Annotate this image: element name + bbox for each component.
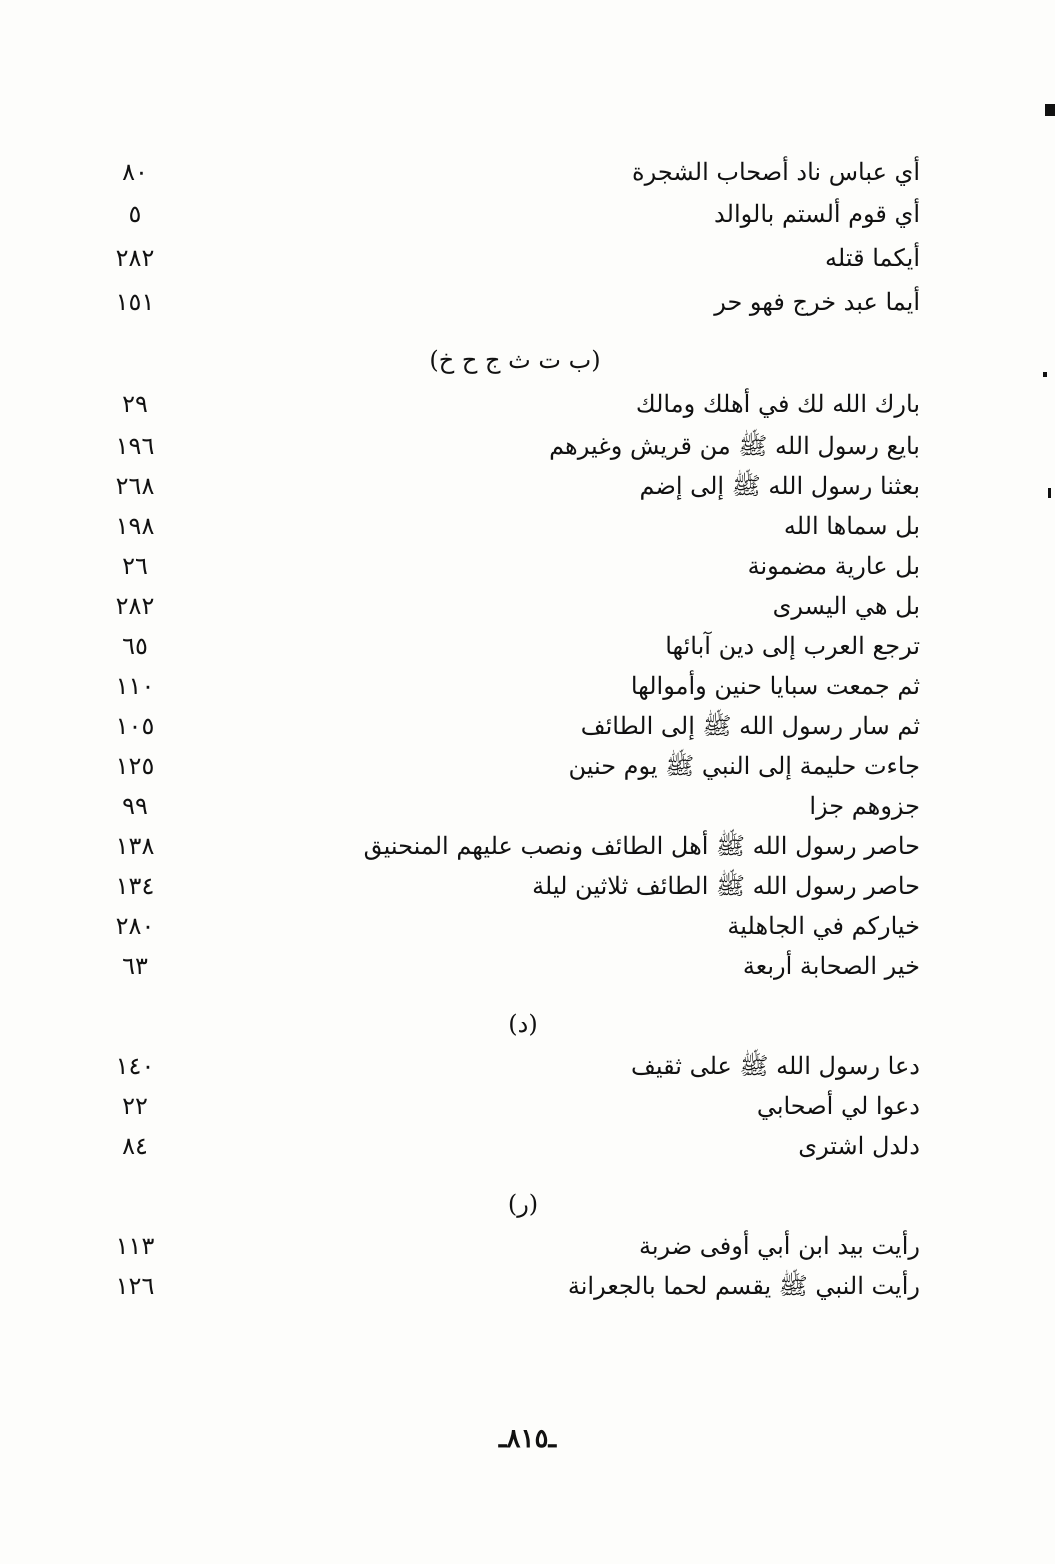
- entry-text: خياركم في الجاهلية: [727, 912, 920, 940]
- index-entry: [90, 546, 920, 586]
- index-entry: [90, 706, 920, 746]
- entry-text: بل هي اليسرى: [772, 592, 920, 620]
- entry-page: ٢٨٠: [115, 912, 155, 940]
- entry-page: ١٤٠: [115, 1052, 155, 1080]
- entry-page: ١٠٥: [115, 712, 155, 740]
- index-entry: [90, 466, 920, 506]
- entry-page: ٢٢: [122, 1092, 148, 1120]
- entry-text: أي عباس ناد أصحاب الشجرة: [632, 158, 920, 186]
- index-entry: [90, 826, 920, 866]
- index-entry: [90, 906, 920, 946]
- index-entry: [90, 746, 920, 786]
- entry-text: أيما عبد خرج فهو حر: [714, 288, 920, 316]
- entry-text: ثم جمعت سبايا حنين وأموالها: [630, 672, 920, 700]
- scan-edge-mark: [1048, 488, 1051, 498]
- index-entry: [90, 666, 920, 706]
- entry-page: ٢٦: [122, 552, 148, 580]
- entry-page: ٨٤: [122, 1132, 148, 1160]
- section-heading: (ر): [507, 1190, 539, 1218]
- entry-text: جاءت حليمة إلى النبي ﷺ يوم حنين: [568, 752, 920, 780]
- scan-edge-mark: [1043, 372, 1047, 377]
- page-number: ـ٨١٥ـ: [498, 1424, 557, 1454]
- index-entry: [90, 866, 920, 906]
- entry-page: ٦٣: [122, 952, 148, 980]
- entry-page: ٦٥: [122, 632, 148, 660]
- index-entry: [90, 1266, 920, 1306]
- entry-page: ١٢٥: [115, 752, 155, 780]
- entry-text: ترجع العرب إلى دين آبائها: [665, 632, 920, 660]
- entry-text: جزوهم جزا: [809, 792, 920, 820]
- index-entry: [90, 626, 920, 666]
- entry-page: ٢٨٢: [115, 244, 155, 272]
- entry-page: ١٩٨: [115, 512, 155, 540]
- section-heading: (د): [508, 1010, 538, 1038]
- entry-page: ٢٦٨: [115, 472, 155, 500]
- index-entry: [90, 1086, 920, 1126]
- index-entry: [90, 1226, 920, 1266]
- entry-text: أيكما قتله: [825, 244, 920, 272]
- entry-text: حاصر رسول الله ﷺ أهل الطائف ونصب عليهم المنحنيق: [363, 832, 920, 860]
- entry-text: رأيت النبي ﷺ يقسم لحما بالجعرانة: [567, 1272, 920, 1300]
- entry-text: بل سماها الله: [783, 512, 920, 540]
- index-entry: [90, 282, 920, 322]
- entry-page: ١٥١: [115, 288, 155, 316]
- entry-text: دلدل اشترى: [798, 1132, 920, 1160]
- entry-text: بل عارية مضمونة: [747, 552, 920, 580]
- index-entry: [90, 946, 920, 986]
- entry-page: ٢٩: [122, 390, 148, 418]
- entry-page: ١٢٦: [115, 1272, 155, 1300]
- scan-edge-mark: [1045, 104, 1055, 116]
- entry-page: ٢٨٢: [115, 592, 155, 620]
- index-entry: [90, 506, 920, 546]
- index-entry: [90, 384, 920, 424]
- entry-text: بعثنا رسول الله ﷺ إلى إضم: [639, 472, 920, 500]
- entry-page: ١٩٦: [115, 432, 155, 460]
- entry-page: ٥: [128, 200, 142, 228]
- entry-text: دعوا لي أصحابي: [756, 1092, 920, 1120]
- entry-text: دعا رسول الله ﷺ على ثقيف: [631, 1052, 920, 1080]
- index-entry: [90, 586, 920, 626]
- index-entry: [90, 1046, 920, 1086]
- entry-text: بارك الله لك في أهلك ومالك: [635, 390, 920, 418]
- index-entry: [90, 426, 920, 466]
- entry-text: بايع رسول الله ﷺ من قريش وغيرهم: [549, 432, 920, 460]
- section-heading: (ب ت ث ج ح خ): [429, 346, 601, 374]
- entry-page: ٩٩: [122, 792, 148, 820]
- entry-page: ١١٣: [115, 1232, 155, 1260]
- entry-text: حاصر رسول الله ﷺ الطائف ثلاثين ليلة: [532, 872, 920, 900]
- entry-text: خير الصحابة أربعة: [742, 952, 920, 980]
- entry-page: ١٣٤: [115, 872, 155, 900]
- entry-page: ١٣٨: [115, 832, 155, 860]
- index-entry: [90, 194, 920, 234]
- entry-page: ٨٠: [122, 158, 148, 186]
- entry-page: ١١٠: [115, 672, 155, 700]
- entry-text: أي قوم ألستم بالوالد: [714, 200, 920, 228]
- index-entry: [90, 152, 920, 192]
- index-entry: [90, 1126, 920, 1166]
- index-entry: [90, 238, 920, 278]
- entry-text: رأيت بيد ابن أبي أوفى ضربة: [638, 1232, 920, 1260]
- index-entry: [90, 786, 920, 826]
- entry-text: ثم سار رسول الله ﷺ إلى الطائف: [580, 712, 920, 740]
